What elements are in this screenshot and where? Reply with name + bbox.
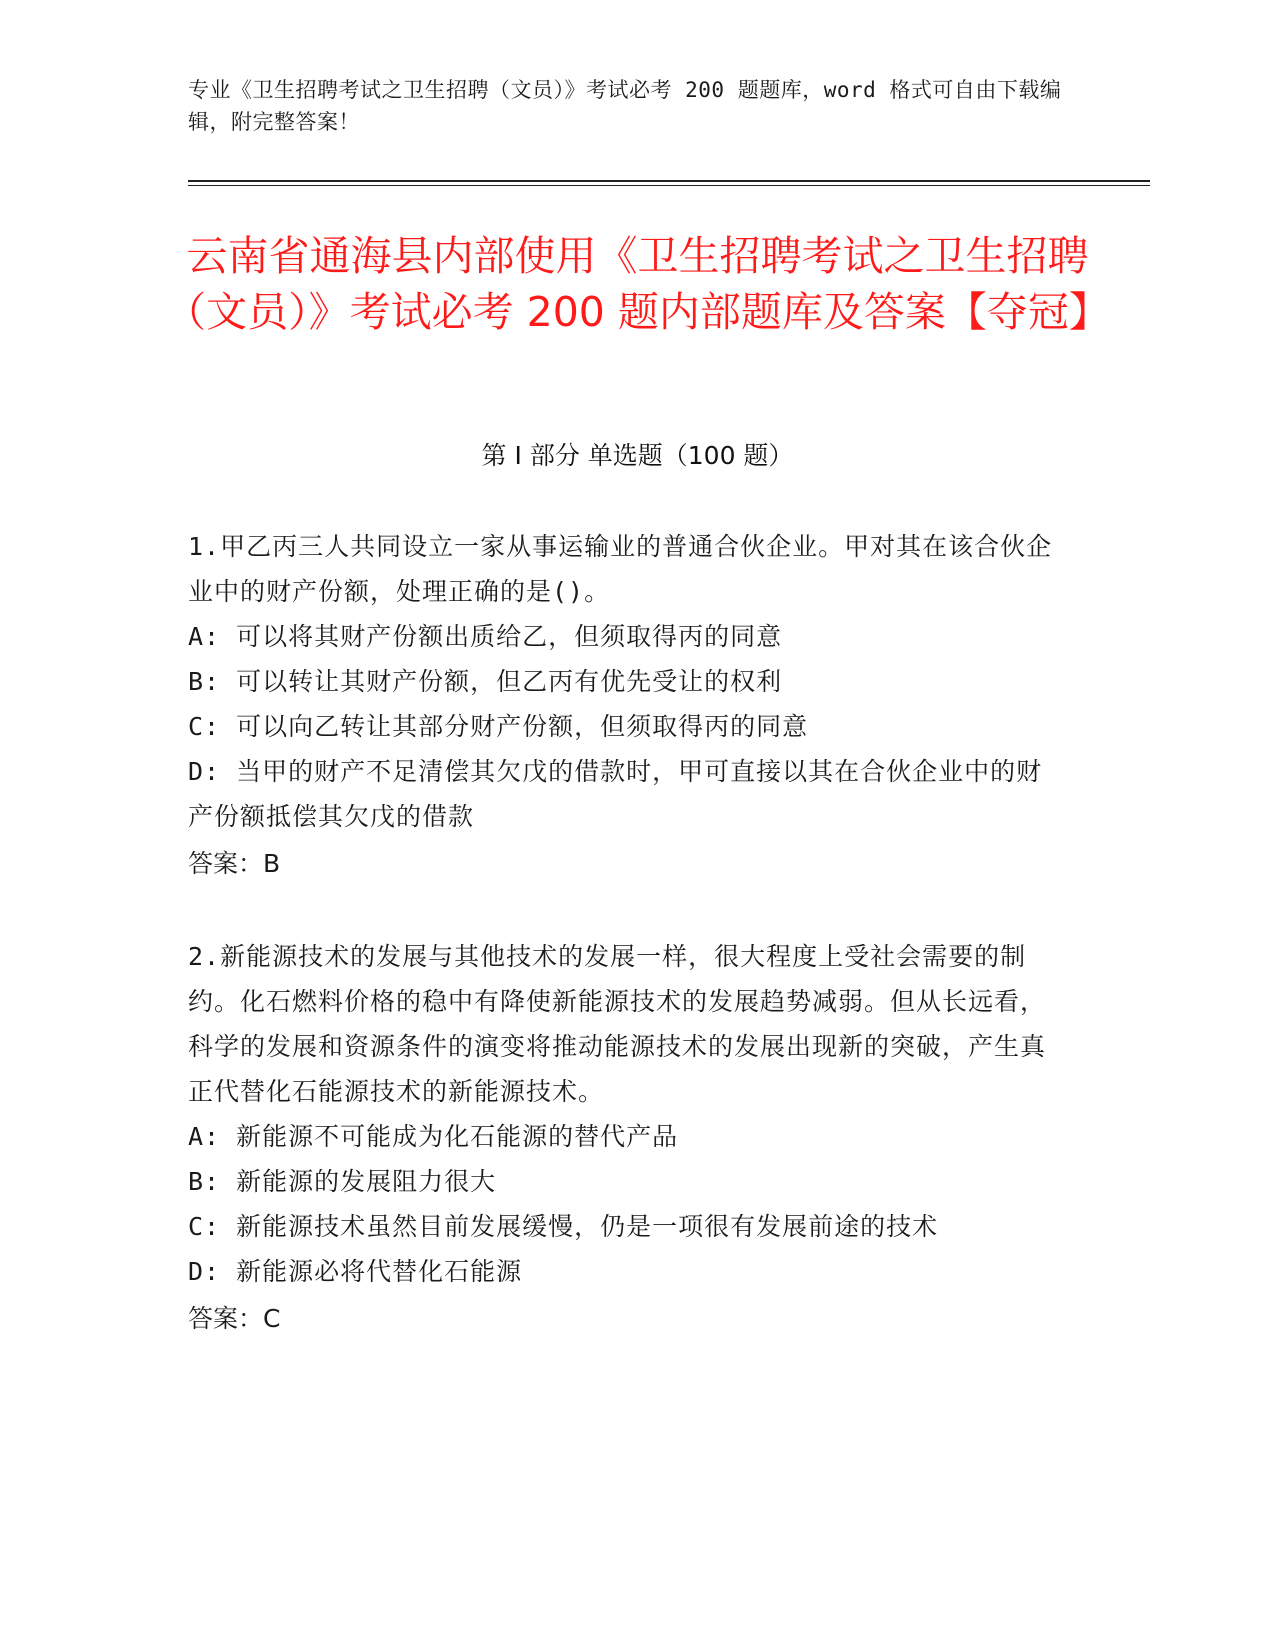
- option-d: D: 新能源必将代替化石能源: [188, 1257, 523, 1286]
- question-text: 1.甲乙丙三人共同设立一家从事运输业的普通合伙企业。甲对其在该合伙企业中的财产份额，处理正确的是()。: [188, 532, 1053, 606]
- header-divider-thin: [188, 185, 1150, 186]
- header-divider-thick: [188, 180, 1150, 182]
- document-title: 云南省通海县内部使用《卫生招聘考试之卫生招聘（文员）》考试必考 200 题内部题库及答案【夺冠】: [165, 232, 1110, 336]
- question-text: 2.新能源技术的发展与其他技术的发展一样，很大程度上受社会需要的制约。化石燃料价格的稳中有降使新能源技术的发展趋势减弱。但从长远看，科学的发展和资源条件的演变将推动能源技术的发展出现新的突破，产生真正代替化石能源技术的新能源技术。: [188, 942, 1047, 1106]
- option-c: C: 可以向乙转让其部分财产份额，但须取得丙的同意: [188, 712, 809, 741]
- section-title: 第 I 部分 单选题（100 题）: [481, 441, 794, 470]
- option-c: C: 新能源技术虽然目前发展缓慢，仍是一项很有发展前途的技术: [188, 1212, 939, 1241]
- question-1: [188, 524, 1068, 886]
- answer: 答案：B: [188, 849, 281, 878]
- option-b: B: 可以转让其财产份额，但乙丙有优先受让的权利: [188, 667, 783, 696]
- header-note: 专业《卫生招聘考试之卫生招聘（文员）》考试必考 200 题题库，word 格式可自由下载编辑，附完整答案！: [188, 78, 1062, 134]
- question-2: [188, 934, 1068, 1341]
- option-a: A: 新能源不可能成为化石能源的替代产品: [188, 1122, 679, 1151]
- option-a: A: 可以将其财产份额出质给乙，但须取得丙的同意: [188, 622, 783, 651]
- answer: 答案：C: [188, 1304, 281, 1333]
- option-b: B: 新能源的发展阻力很大: [188, 1167, 497, 1196]
- option-d: D: 当甲的财产不足清偿其欠戊的借款时，甲可直接以其在合伙企业中的财产份额抵偿其欠戊的借款: [188, 757, 1043, 831]
